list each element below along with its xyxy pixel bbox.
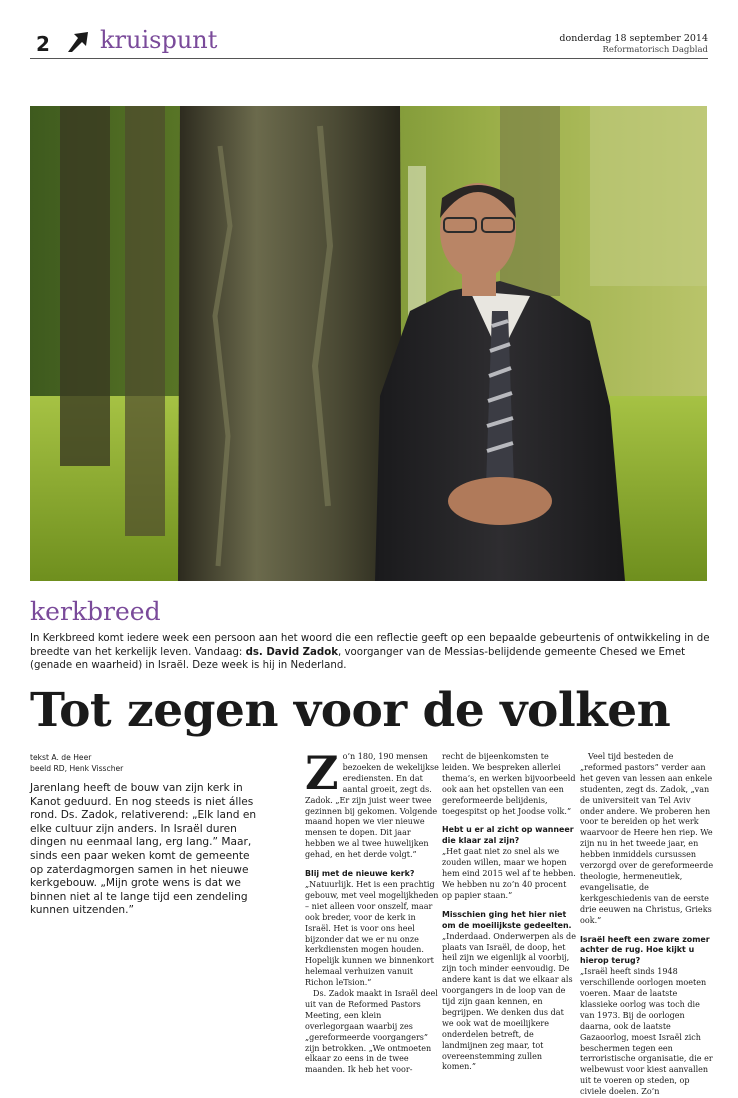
byline-text: tekst A. de Heer	[30, 753, 92, 762]
byline	[30, 753, 123, 774]
question: Israël heeft een zware zomer achter de rug. Hoe kijkt u hierop terug?	[580, 934, 710, 966]
kicker: kerkbreed	[30, 597, 161, 626]
dropcap: Z	[305, 746, 339, 800]
byline-photo: beeld RD, Henk Visscher	[30, 763, 124, 773]
section-name: kruispunt	[100, 26, 218, 54]
intro-before: In Kerkbreed komt iedere week een persoon aan het woord die een reflectie geeft op een bepaalde gebeurtenis of ontwikkeling in de breedte van het kerkelijk leven. Vandaag:	[30, 633, 710, 658]
article-column-3	[580, 752, 714, 1098]
header-rule	[30, 58, 708, 59]
headline: Tot zegen voor de volken	[30, 683, 671, 738]
intro-text	[30, 632, 720, 673]
paragraph: Veel tijd besteden de „reformed pastors” verder aan het geven van lessen aan enkele studenten, zegt ds. Zadok, „van de universiteit van Tel Aviv onder andere. We proberen hen voor te bereiden op het werk waarvoor de Heere hen riep. We zijn nu in het tweede jaar, en hebben inmiddels cursussen verzorgd over de gereformeerde theologie, hermeneutiek, evangelisatie, de kerkgeschiedenis van de eerste drie eeuwen na Christus, Grieks ook.”	[580, 752, 714, 925]
paragraph: Ds. Zadok maakt in Israël deel uit van de Reformed Pastors Meeting, een klein overlegorgaan waarbij zes „gereformeerde voorgangers” zijn betrokken. „We ontmoeten elkaar zo eens in de twee maanden. Ik heb het voor-	[305, 989, 438, 1075]
lede-paragraph: Jarenlang heeft de bouw van zijn kerk in Kanot geduurd. En nog steeds is niet álles rond. Ds. Zadok, relativerend: „Elk land en elke cultuur zijn anders. In Israël duren dingen nu eenmaal lang, erg lang.” Maar, sinds een paar weken komt de gemeente op zaterdagmorgen samen in het nieuwe kerkgebouw. „Mijn grote wens is dat we binnen niet al te lange tijd een zendeling kunnen uitzenden.”	[30, 782, 257, 917]
question: Hebt u er al zicht op wanneer die klaar zal zijn?	[442, 825, 574, 846]
portrait-photo	[30, 106, 707, 581]
paragraph: „Israël heeft sinds 1948 verschillende oorlogen moeten voeren. Maar de laatste klassieke oorlog was toch die van 1973. Bij de oorlogen daarna, ook de laatste Gazaoorlog, moest Israël zich beschermen tegen een terroristische organisatie, die er welbewust voor kiest aanvallen uit te voeren op steden, op civiele doelen. Zo’n	[580, 967, 713, 1097]
paragraph: recht de bijeenkomsten te leiden. We bespreken allerlei thema’s, en werken bijvoorbeeld ook aan het opstellen van een gereformeerde belijdenis, toegespitst op het Joodse volk.”	[442, 752, 576, 816]
paragraph: „Inderdaad. Onderwerpen als de plaats van Israël, de doop, het heil zijn we eigenlijk al voorbij, zijn toch minder eenvoudig. De andere kant is dat we elkaar als voorgangers in de loop van de tijd zijn gaan kennen, en begrijpen. We denken dus dat we ook wat de moeilijkere onderdelen betreft, de landmijnen zeg maar, tot overeenstemming zullen komen.”	[442, 931, 576, 1072]
issue-date: donderdag 18 september 2014	[559, 33, 708, 44]
intro-name: ds. David Zadok	[245, 646, 338, 658]
article-column-2	[442, 752, 576, 1073]
arrow-icon	[66, 30, 90, 54]
intro-after: , voorganger van de Messias-belijdende gemeente Chesed we Emet (genade en waarheid) in Israël. Deze week is hij in Nederland.	[30, 646, 686, 671]
page-number: 2	[36, 32, 50, 56]
paper-name: Reformatorisch Dagblad	[602, 45, 708, 55]
paragraph: „Het gaat niet zo snel als we zouden willen, maar we hopen hem eind 2015 wel af te hebben. We hebben nu zo’n 40 procent op papier staan.”	[442, 847, 576, 900]
article-column-1	[305, 746, 439, 1076]
paragraph: „Natuurlijk. Het is een prachtig gebouw, met veel mogelijkheden – niet alleen voor onszelf, maar ook breder, voor de kerk in Israël. Het is voor ons heel bijzonder dat we er nu onze kerkdiensten mogen houden. Hopelijk kunnen we binnenkort helemaal verhuizen vanuit Richon leTsion.”	[305, 879, 439, 988]
question: Blij met de nieuwe kerk?	[305, 869, 415, 879]
paragraph: o’n 180, 190 mensen bezoeken de wekelijkse erediensten. En dat aantal groeit, zegt ds. Zadok. „Er zijn juist weer twee gezinnen bij gekomen. Volgende maand hopen we vier nieuwe mensen te dopen. Dit jaar hebben we al twee huwelijken gehad, en het derde volgt.”	[305, 752, 439, 860]
question: Misschien ging het hier niet om de moeilijkste gedeelten.	[442, 909, 572, 930]
